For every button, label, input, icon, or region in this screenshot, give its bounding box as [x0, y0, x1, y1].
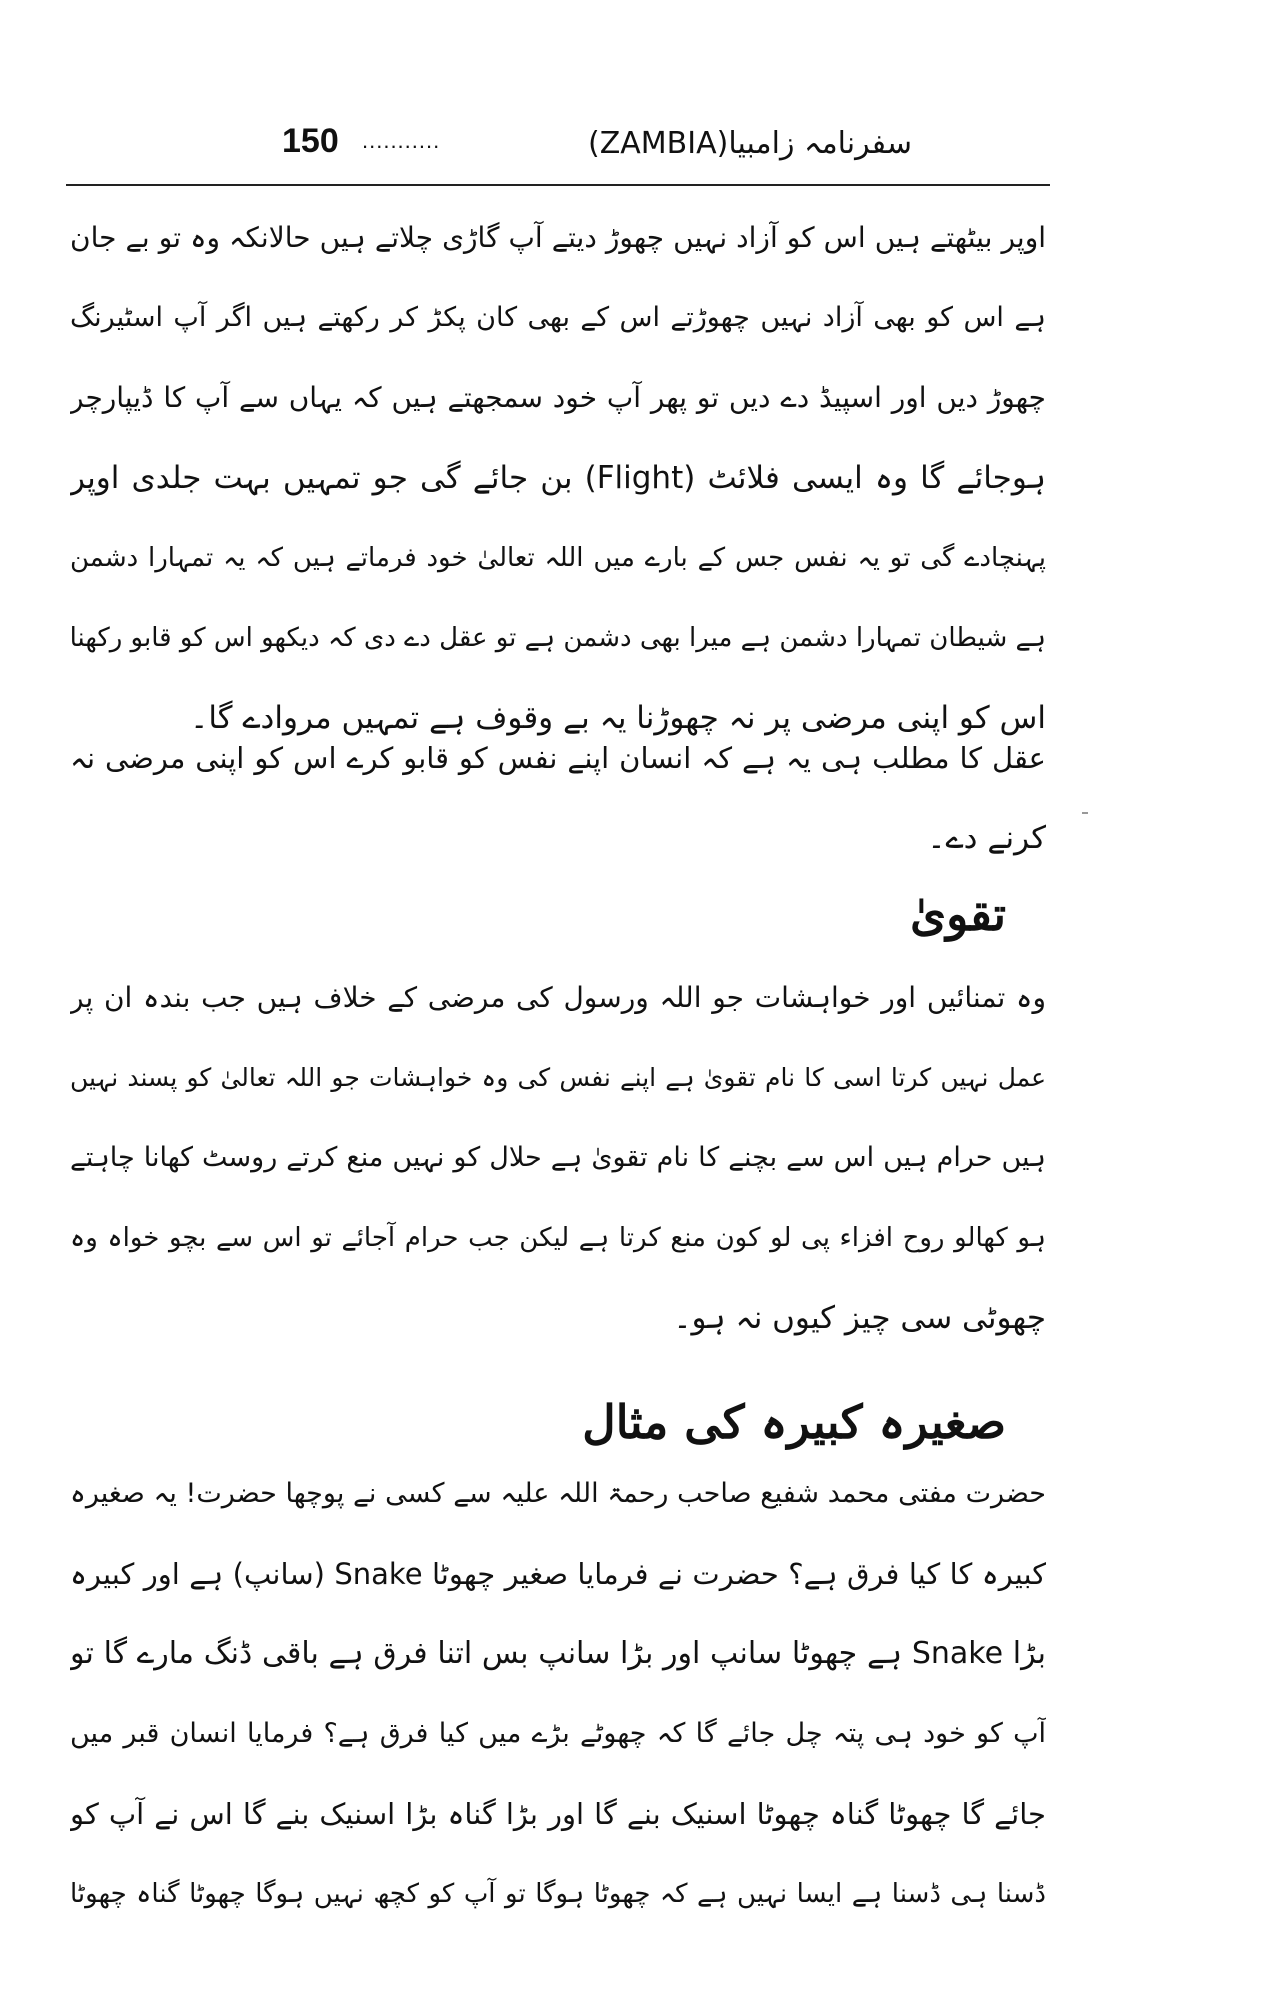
header-leader-dots: ........... [362, 128, 441, 153]
heading-text: تقویٰ [910, 887, 1006, 941]
text-line: ہیں حرام ہیں اس سے بچنے کا نام تقویٰ ہے حلال کو نہیں منع کرتے روسٹ کھانا چاہتے [70, 1142, 1046, 1173]
text-line: حضرت مفتی محمد شفیع صاحب رحمۃ اللہ علیہ سے کسی نے پوچھا حضرت! یہ صغیرہ [70, 1478, 1046, 1509]
text-line: ہوجائے گا وہ ایسی فلائٹ (Flight) بن جائے گی جو تمہیں بہت جلدی اوپر [70, 460, 1046, 496]
text-line: چھوڑ دیں اور اسپیڈ دے دیں تو پھر آپ خود سمجھتے ہیں کہ یہاں سے آپ کا ڈیپارچر [70, 381, 1046, 414]
margin-mark [1082, 812, 1088, 814]
text-line: ڈسنا ہی ڈسنا ہے ایسا نہیں ہے کہ چھوٹا ہوگا تو آپ کو کچھ نہیں ہوگا چھوٹا گناہ چھوٹا [70, 1879, 1046, 1909]
text-line: بڑا Snake ہے چھوٹا سانپ اور بڑا سانپ بس اتنا فرق ہے باقی ڈنگ مارے گا تو [70, 1636, 1046, 1671]
text-line: چھوٹی سی چیز کیوں نہ ہو۔ [673, 1300, 1046, 1336]
text-line: جائے گا چھوٹا گناہ چھوٹا اسنیک بنے گا اور بڑا گناہ بڑا اسنیک بنے گا اس نے آپ کو [70, 1797, 1046, 1831]
page-header [66, 118, 1046, 178]
section-heading-taqwa [70, 870, 1046, 958]
paragraph-taqwa [70, 966, 1046, 1366]
text-line: اس کو اپنی مرضی پر نہ چھوڑنا یہ بے وقوف ہے تمہیں مروادے گا۔ [190, 700, 1046, 736]
page-number: 150 [282, 122, 339, 160]
text-line: آپ کو خود ہی پتہ چل جائے گا کہ چھوٹے بڑے میں کیا فرق ہے؟ فرمایا انسان قبر میں [70, 1718, 1046, 1749]
paragraph-nafs [70, 206, 1046, 766]
text-line: ہو کھالو روح افزاء پی لو کون منع کرتا ہے لیکن جب حرام آجائے تو اس سے بچو خواہ وہ [70, 1223, 1046, 1253]
paragraph-aql [70, 726, 1046, 886]
paragraph-saghira-kabira [70, 1462, 1046, 1942]
text-line: عقل کا مطلب ہی یہ ہے کہ انسان اپنے نفس کو قابو کرے اس کو اپنی مرضی نہ [70, 741, 1046, 775]
section-heading-saghira-kabira [70, 1378, 1046, 1466]
text-line: وہ تمنائیں اور خواہشات جو اللہ ورسول کی مرضی کے خلاف ہیں جب بندہ ان پر [70, 981, 1046, 1014]
text-line: اوپر بیٹھتے ہیں اس کو آزاد نہیں چھوڑ دیتے آپ گاڑی چلاتے ہیں حالانکہ وہ تو بے جان [70, 221, 1046, 254]
text-line: کبیرہ کا کیا فرق ہے؟ حضرت نے فرمایا صغیر چھوٹا Snake (سانپ) ہے اور کبیرہ [70, 1557, 1046, 1591]
heading-text: صغیرہ کبیرہ کی مثال [582, 1395, 1006, 1449]
book-title: سفرنامہ زامبیا(ZAMBIA) [587, 126, 912, 161]
text-line: ہے اس کو بھی آزاد نہیں چھوڑتے اس کے بھی کان پکڑ کر رکھتے ہیں اگر آپ اسٹیرنگ [70, 302, 1046, 333]
text-line: کرنے دے۔ [927, 820, 1046, 856]
text-line: پہنچادے گی تو یہ نفس جس کے بارے میں اللہ تعالیٰ خود فرماتے ہیں کہ یہ تمہارا دشمن [70, 543, 1046, 573]
header-divider [66, 184, 1050, 186]
text-line: عمل نہیں کرتا اسی کا نام تقویٰ ہے اپنے نفس کی وہ خواہشات جو اللہ تعالیٰ کو پسند نہیں [70, 1063, 1046, 1092]
text-line: ہے شیطان تمہارا دشمن ہے میرا بھی دشمن ہے تو عقل دے دی کہ دیکھو اس کو قابو رکھنا [70, 623, 1046, 653]
